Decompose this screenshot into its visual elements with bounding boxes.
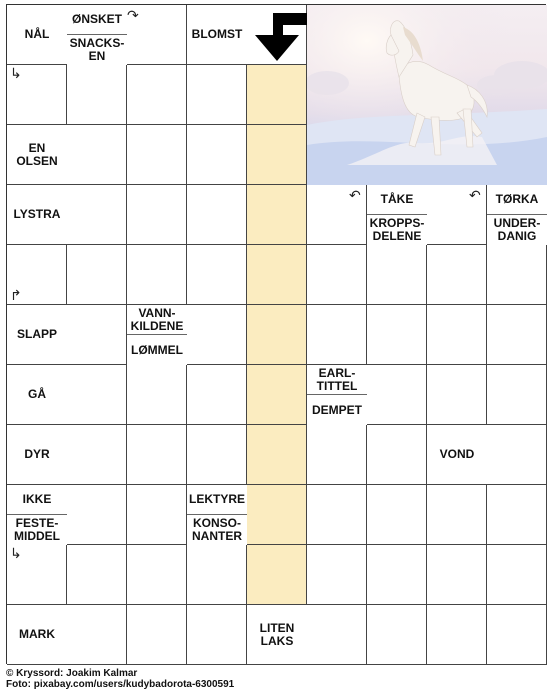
grid-cell[interactable] — [487, 425, 547, 485]
grid-cell[interactable] — [427, 605, 487, 665]
grid-cell[interactable] — [427, 485, 487, 545]
clue-earltittel: EARL- TITTEL — [307, 365, 367, 395]
clue-kroppsdelene: KROPPS- DELENE — [367, 215, 427, 245]
grid-cell[interactable] — [187, 365, 247, 425]
clue-lektyre: LEKTYRE — [187, 485, 247, 515]
grid-cell[interactable] — [307, 425, 367, 485]
grid-cell[interactable] — [367, 365, 427, 425]
grid-cell[interactable] — [187, 305, 247, 365]
grid-cell[interactable] — [487, 365, 547, 425]
grid-cell[interactable] — [367, 245, 427, 305]
grid-cell[interactable] — [367, 485, 427, 545]
grid-cell[interactable] — [127, 65, 187, 125]
photo-credit: Foto: pixabay.com/users/kudybadorota-6300591 — [6, 679, 235, 690]
grid-cell[interactable] — [487, 545, 547, 605]
grid-cell[interactable] — [127, 245, 187, 305]
grid-cell[interactable] — [187, 425, 247, 485]
grid-cell[interactable] — [187, 65, 247, 125]
grid-cell[interactable] — [487, 485, 547, 545]
grid-cell[interactable] — [187, 605, 247, 665]
clue-onsket: ØNSKET — [67, 5, 127, 35]
grid-cell[interactable] — [367, 305, 427, 365]
grid-cell[interactable] — [127, 425, 187, 485]
credits — [6, 668, 234, 690]
clue-photo — [307, 5, 547, 185]
grid-cell[interactable] — [67, 245, 127, 305]
grid-cell[interactable] — [247, 365, 307, 425]
clue-ikke: IKKE — [7, 485, 67, 515]
clue-slapp: SLAPP — [7, 305, 67, 364]
puzzle-credit: © Kryssord: Joakim Kalmar — [6, 668, 138, 679]
grid-cell[interactable] — [67, 605, 127, 665]
grid-cell[interactable] — [247, 185, 307, 245]
grid-cell[interactable] — [127, 485, 187, 545]
grid-cell[interactable] — [307, 305, 367, 365]
grid-cell[interactable] — [187, 185, 247, 245]
clue-blomst: BLOMST — [187, 5, 247, 64]
arrow-right-icon: ↳ — [10, 545, 22, 561]
clue-vannkildene: VANN- KILDENE — [127, 305, 187, 335]
grid-cell[interactable] — [307, 605, 367, 665]
grid-cell[interactable] — [427, 245, 487, 305]
grid-cell[interactable] — [307, 545, 367, 605]
grid-cell[interactable] — [427, 365, 487, 425]
clue-mark: MARK — [7, 605, 67, 664]
grid-cell[interactable] — [127, 605, 187, 665]
clue-festemiddel: FESTE- MIDDEL — [7, 515, 67, 545]
crossword-grid — [6, 4, 546, 664]
horse-photo-illustration — [307, 5, 547, 185]
grid-cell[interactable] — [67, 545, 127, 605]
grid-cell[interactable] — [307, 245, 367, 305]
grid-cell[interactable] — [427, 545, 487, 605]
clue-lystra: LYSTRA — [7, 185, 67, 244]
grid-cell[interactable] — [247, 245, 307, 305]
clue-dempet: DEMPET — [307, 395, 367, 425]
clue-dyr: DYR — [7, 425, 67, 484]
clue-torka: TØRKA — [487, 185, 547, 215]
grid-cell[interactable] — [127, 365, 187, 425]
grid-cell[interactable] — [127, 125, 187, 185]
arrow-curve-right-icon: ↷ — [127, 7, 139, 23]
grid-cell[interactable] — [367, 425, 427, 485]
grid-cell[interactable] — [247, 65, 307, 125]
grid-cell[interactable] — [487, 245, 547, 305]
clue-liten-laks: LITEN LAKS — [247, 605, 307, 664]
grid-cell[interactable] — [67, 425, 127, 485]
grid-cell[interactable] — [67, 365, 127, 425]
arrow-right-icon: ↳ — [10, 65, 22, 81]
grid-cell[interactable] — [67, 65, 127, 125]
clue-ga: GÅ — [7, 365, 67, 424]
clue-vond: VOND — [427, 425, 487, 484]
direction-arrow-icon — [253, 11, 307, 63]
grid-cell[interactable] — [487, 305, 547, 365]
grid-cell[interactable] — [67, 305, 127, 365]
arrow-curve-left-icon: ↶ — [349, 187, 361, 203]
grid-cell[interactable] — [67, 125, 127, 185]
clue-konsonanter: KONSO- NANTER — [187, 515, 247, 545]
clue-nal: NÅL — [7, 5, 67, 64]
grid-cell[interactable] — [187, 125, 247, 185]
clue-lommel: LØMMEL — [127, 335, 187, 365]
grid-cell[interactable] — [247, 485, 307, 545]
grid-cell[interactable] — [127, 545, 187, 605]
arrow-curve-left-icon: ↶ — [469, 187, 481, 203]
grid-cell[interactable] — [67, 485, 127, 545]
clue-underdanig: UNDER- DANIG — [487, 215, 547, 245]
grid-cell[interactable] — [187, 245, 247, 305]
grid-cell[interactable] — [307, 485, 367, 545]
grid-cell[interactable] — [427, 305, 487, 365]
grid-cell[interactable] — [367, 605, 427, 665]
clue-snacksen: SNACKS- EN — [67, 35, 127, 65]
grid-cell[interactable] — [367, 545, 427, 605]
grid-cell[interactable] — [187, 545, 247, 605]
grid-cell[interactable] — [247, 425, 307, 485]
clue-en-olsen: EN OLSEN — [7, 125, 67, 184]
grid-cell[interactable] — [247, 305, 307, 365]
arrow-up-right-icon: ↱ — [10, 287, 22, 303]
grid-cell[interactable] — [247, 545, 307, 605]
grid-cell[interactable] — [247, 125, 307, 185]
grid-cell[interactable] — [67, 185, 127, 245]
grid-cell[interactable] — [127, 185, 187, 245]
grid-cell[interactable] — [487, 605, 547, 665]
clue-take: TÅKE — [367, 185, 427, 215]
